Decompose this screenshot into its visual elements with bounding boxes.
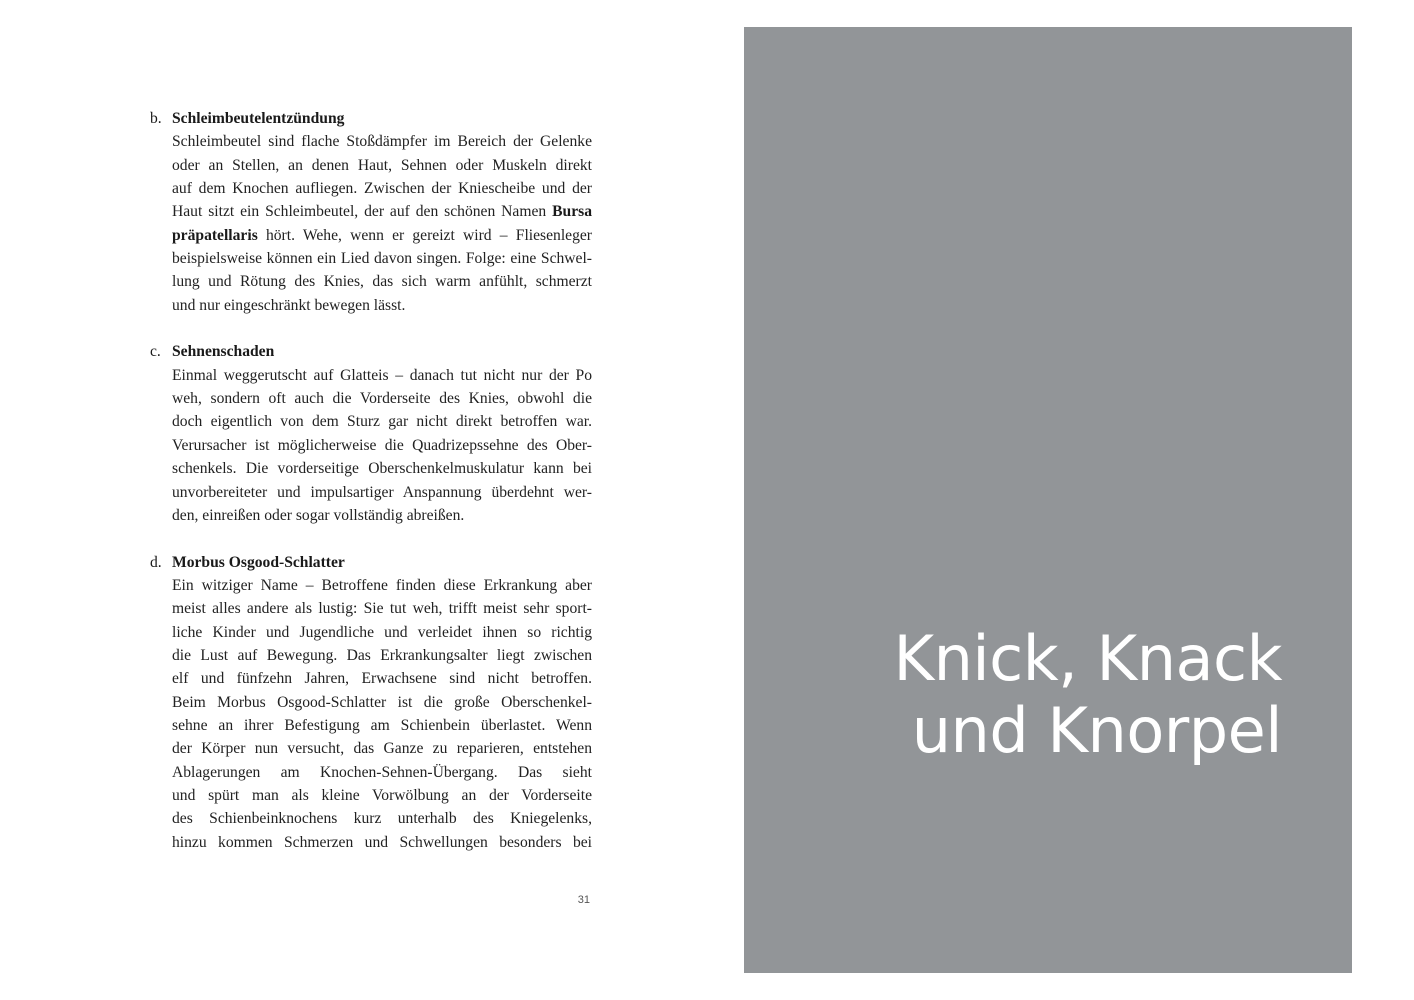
section-paragraph [150,364,592,527]
paragraph-line: sehne an ihrer Befestigung am Schienbein überlastet. Wenn [172,716,592,734]
paragraph-line: Beim Morbus Osgood-Schlatter ist die große Oberschenkel- [172,693,592,711]
paragraph-line: und nur eingeschränkt bewegen lässt. [172,296,406,314]
paragraph-line: doch eigentlich von dem Sturz gar nicht direkt betroffen war. [172,413,592,431]
paragraph-line: der Körper nun versucht, das Ganze zu reparieren, entstehen [172,740,592,758]
paragraph-line: weh, sondern oft auch die Vorderseite des Knies, obwohl die [172,390,592,408]
section-heading-text: Sehnenschaden [172,343,275,361]
section-letter: c. [150,343,161,361]
body-text-column [150,107,592,877]
paragraph-line: Ein witziger Name – Betroffene finden diese Erkrankung aber [172,576,592,594]
section-paragraph [150,130,592,317]
emphasis-term: präpatellaris [172,226,258,244]
paragraph-line: schenkels. Die vorderseitige Oberschenkelmuskulatur kann bei [172,460,592,478]
paragraph-line: den, einreißen oder sogar vollständig abreißen. [172,506,465,524]
paragraph-line: Einmal weggerutscht auf Glatteis – danach tut nicht nur der Po [172,366,592,384]
chapter-title-line: und Knorpel [911,694,1282,767]
paragraph-line: und spürt man als kleine Vorwölbung an der Vorderseite [172,786,592,804]
paragraph-line: elf und fünfzehn Jahren, Erwachsene sind nicht betroffen. [172,670,592,688]
paragraph-line: Haut sitzt ein Schleimbeutel, der auf den schönen Namen Bursa [172,203,592,221]
paragraph-line: beispielsweise können ein Lied davon singen. Folge: eine Schwel- [172,250,592,268]
right-page [707,0,1414,1000]
paragraph-line: unvorbereiteter und impulsartiger Anspannung überdehnt wer- [172,483,592,501]
section-bursitis [150,107,592,317]
paragraph-line: Ablagerungen am Knochen-Sehnen-Übergang. Das sieht [172,763,592,781]
paragraph-line: auf dem Knochen aufliegen. Zwischen der Kniescheibe und der [172,180,592,198]
paragraph-line: oder an Stellen, an denen Haut, Sehnen oder Muskeln direkt [172,156,592,174]
paragraph-line: präpatellaris hört. Wehe, wenn er gereizt wird – Fliesenleger [172,226,592,244]
section-letter: b. [150,110,162,127]
section-heading [150,551,592,574]
section-heading [150,107,592,130]
section-tendon-damage [150,340,592,527]
section-paragraph [150,574,592,854]
section-heading-text: Morbus Osgood-Schlatter [172,553,345,571]
emphasis-term: Bursa [552,203,592,221]
paragraph-line: liche Kinder und Jugendliche und verleidet ihnen so richtig [172,623,592,641]
paragraph-line: Schleimbeutel sind flache Stoßdämpfer im Bereich der Gelenke [172,133,592,151]
paragraph-line: meist alles andere als lustig: Sie tut weh, trifft meist sehr sport- [172,600,592,618]
paragraph-line: lung und Rötung des Knies, das sich warm anfühlt, schmerzt [172,273,592,291]
paragraph-line: des Schienbeinknochens kurz unterhalb des Kniegelenks, [172,810,592,828]
paragraph-line: die Lust auf Bewegung. Das Erkrankungsalter liegt zwischen [172,646,592,664]
page-number: 31 [577,894,590,906]
paragraph-line: hinzu kommen Schmerzen und Schwellungen besonders bei [172,833,592,851]
section-heading [150,340,592,363]
paragraph-line: Verursacher ist möglicherweise die Quadrizepssehne des Ober- [172,436,592,454]
chapter-title-line: Knick, Knack [893,622,1282,695]
section-letter: d. [150,553,162,571]
chapter-title [893,623,1282,767]
section-osgood-schlatter [150,551,592,854]
chapter-title-panel [744,27,1352,973]
section-heading-text: Schleimbeutelentzündung [172,110,345,127]
